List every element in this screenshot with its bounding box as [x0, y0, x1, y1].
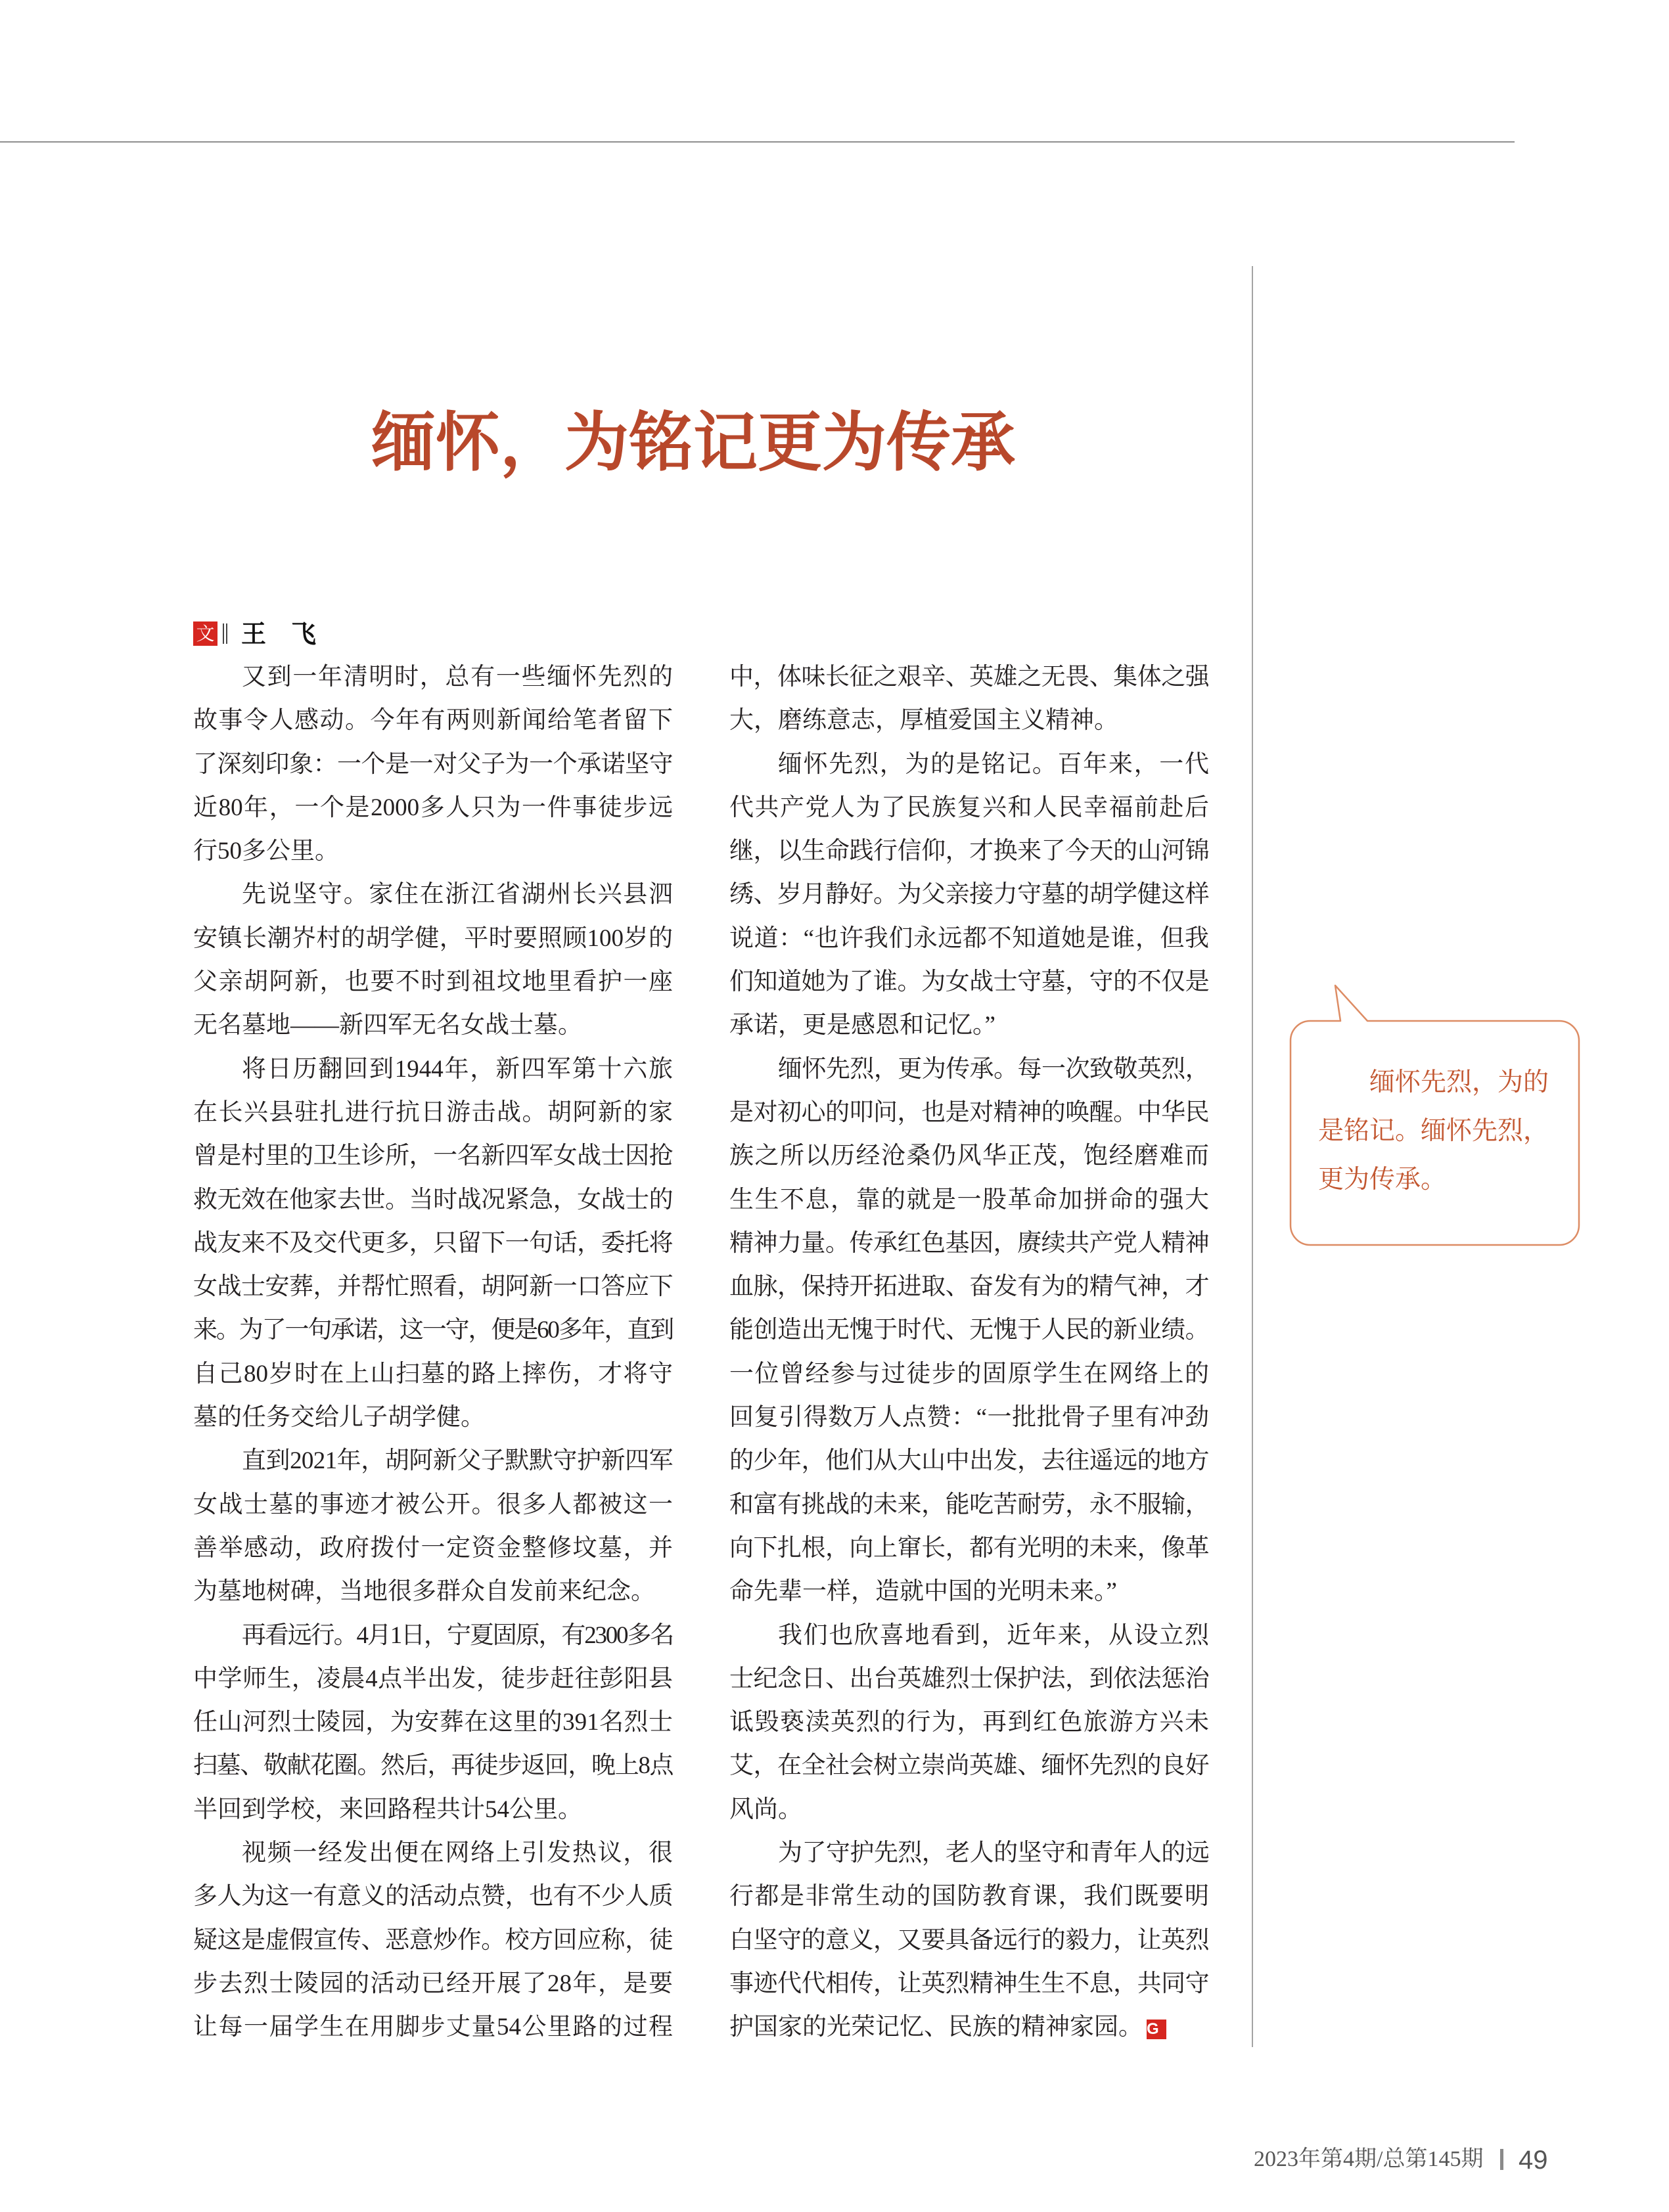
body-text: 的少年，他们从大山中出发，去往遥远的地方 [729, 1447, 1209, 1475]
body-text: 血脉，保持开拓进取、奋发有为的精气神，才 [729, 1273, 1209, 1301]
body-text: 先说坚守。家住在浙江省湖州长兴县泗 [242, 881, 673, 909]
body-text: 多人为这一有意义的活动点赞，也有不少人质 [193, 1883, 673, 1910]
body-text: 曾是村里的卫生诊所，一名新四军女战士因抢 [193, 1142, 673, 1170]
body-text-line [729, 1439, 1209, 1483]
body-text-line [729, 656, 1209, 699]
body-text-line [193, 1179, 673, 1222]
body-text-line [193, 656, 673, 699]
body-text: 继，以生命践行信仰，才换来了今天的山河锦 [729, 838, 1209, 865]
body-text-line [729, 1832, 1209, 1875]
body-text: 无名墓地——新四军无名女战士墓。 [193, 1012, 582, 1039]
body-text: 风尚。 [729, 1795, 802, 1823]
body-text-line [729, 1091, 1209, 1135]
body-text: 善举感动，政府拨付一定资金整修坟墓，并 [193, 1534, 673, 1562]
body-text: 缅怀先烈，更为传承。每一次致敬英烈， [778, 1055, 1209, 1083]
body-text: 女战士安葬，并帮忙照看，胡阿新一口答应下 [193, 1273, 673, 1301]
body-text: 是对初心的叩问，也是对精神的唤醒。中华民 [729, 1098, 1209, 1126]
body-text: 命先辈一样，造就中国的光明未来。” [729, 1578, 1117, 1606]
body-text-line [193, 873, 673, 916]
body-text-line [729, 1353, 1209, 1396]
body-text-line [729, 960, 1209, 1004]
body-text-line [193, 917, 673, 960]
body-text-line [729, 873, 1209, 916]
body-text-line [193, 1135, 673, 1178]
body-text: 故事令人感动。今年有两则新闻给笔者留下 [193, 707, 673, 734]
footer-issue-label: 2023年第4期/总第145期 [1254, 2147, 1484, 2171]
body-text: 战友来不及交代更多，只留下一句话，委托将 [193, 1229, 673, 1257]
body-text: 生生不息，靠的就是一股革命加拼命的强大 [729, 1186, 1209, 1213]
body-text-line [193, 1570, 673, 1614]
body-text: 说道：“也许我们永远都不知道她是谁，但我 [729, 924, 1209, 952]
body-text: 近80年，一个是2000多人只为一件事徒步远 [193, 794, 673, 821]
body-text: 父亲胡阿新，也要不时到祖坟地里看护一座 [193, 968, 673, 996]
body-text: 护国家的光荣记忆、民族的精神家园。 [729, 2014, 1143, 2041]
footer-separator-bar [1500, 2149, 1503, 2170]
body-text: 疑这是虚假宣传、恶意炒作。校方回应称，徒 [193, 1926, 673, 1954]
body-text: 承诺，更是感恩和记忆。” [729, 1012, 995, 1039]
body-text-line [193, 830, 673, 873]
body-text: 了深刻印象：一个是一对父子为一个承诺坚守 [193, 750, 673, 778]
body-text-line [729, 1658, 1209, 1701]
byline-label-badge: 文 [193, 621, 217, 646]
body-text: 安镇长潮岕村的胡学健，平时要照顾100岁的 [193, 924, 673, 952]
body-text-line [193, 1439, 673, 1483]
pull-quote-line: 更为传承。 [1318, 1165, 1447, 1194]
body-text-line [193, 1658, 673, 1701]
body-text: 能创造出无愧于时代、无愧于人民的新业绩。 [729, 1317, 1209, 1344]
body-text-line [729, 743, 1209, 786]
body-text-line [193, 1309, 673, 1352]
body-text: 来。为了一句承诺，这一守，便是60多年，直到 [193, 1317, 673, 1344]
pull-quote [1318, 1058, 1563, 1204]
body-text: 为了守护先烈，老人的坚守和青年人的远 [778, 1840, 1209, 1867]
body-text: 中学师生，凌晨4点半出发，徒步赶往彭阳县 [193, 1665, 673, 1692]
body-text: 们知道她为了谁。为女战士守墓，守的不仅是 [729, 968, 1209, 996]
body-text-line [729, 1875, 1209, 1918]
byline-separator [223, 623, 227, 644]
body-text: 缅怀先烈，为的是铭记。百年来，一代 [778, 750, 1209, 778]
body-text-line [193, 1004, 673, 1047]
body-text: 绣、岁月静好。为父亲接力守墓的胡学健这样 [729, 881, 1209, 909]
body-text: 行都是非常生动的国防教育课，我们既要明 [729, 1883, 1209, 1910]
body-text: 诋毁亵渎英烈的行为，再到红色旅游方兴未 [729, 1709, 1209, 1736]
pull-quote-line: 是铭记。缅怀先烈， [1318, 1116, 1549, 1146]
body-text: 代共产党人为了民族复兴和人民幸福前赴后 [729, 794, 1209, 821]
body-text: 步去烈士陵园的活动已经开展了28年，是要 [193, 1970, 673, 1997]
body-text: 直到2021年，胡阿新父子默默守护新四军 [242, 1447, 673, 1475]
body-text: 族之所以历经沧桑仍风华正茂，饱经磨难而 [729, 1142, 1209, 1170]
sidebar-divider-rule [1252, 266, 1253, 2047]
body-text-line [193, 1265, 673, 1309]
body-text-line [729, 1396, 1209, 1439]
body-text: 自己80岁时在上山扫墓的路上摔伤，才将守 [193, 1360, 673, 1388]
body-text-line [729, 1004, 1209, 1047]
body-text-line [193, 1701, 673, 1744]
body-text: 女战士墓的事迹才被公开。很多人都被这一 [193, 1491, 673, 1518]
pull-quote-line: 缅怀先烈，为的 [1369, 1068, 1549, 1097]
page-number: 49 [1519, 2146, 1548, 2175]
body-text-line [729, 1701, 1209, 1744]
body-text-line [729, 1222, 1209, 1265]
body-text: 艾，在全社会树立崇尚英雄、缅怀先烈的良好 [729, 1752, 1209, 1780]
body-text-line [729, 1788, 1209, 1832]
body-text-line [729, 1048, 1209, 1091]
body-text-line [729, 1179, 1209, 1222]
body-text: 中，体味长征之艰辛、英雄之无畏、集体之强 [729, 664, 1209, 690]
body-text: 将日历翻回到1944年，新四军第十六旅 [242, 1055, 673, 1083]
body-text: 向下扎根，向上窜长，都有光明的未来，像革 [729, 1534, 1209, 1562]
body-text-line [193, 1788, 673, 1832]
body-text: 救无效在他家去世。当时战况紧急，女战士的 [193, 1186, 673, 1213]
text-column-right [729, 656, 1209, 2050]
body-text-line [729, 1962, 1209, 2006]
byline [193, 621, 390, 646]
body-text-line [729, 1919, 1209, 1962]
body-text-line [193, 2006, 673, 2049]
body-text-line [729, 917, 1209, 960]
body-text-line [729, 830, 1209, 873]
body-text-line [729, 1570, 1209, 1614]
body-text-line [729, 699, 1209, 742]
article-title: 缅怀，为铭记更为传承 [371, 405, 1015, 480]
body-text-line [729, 1309, 1209, 1352]
body-text: 精神力量。传承红色基因，赓续共产党人精神 [729, 1229, 1209, 1257]
body-text: 回复引得数万人点赞：“一批批骨子里有冲劲 [729, 1404, 1209, 1432]
byline-author: 王 飞 [241, 620, 317, 648]
end-mark-logo: G [1147, 2020, 1166, 2039]
body-text-line [193, 699, 673, 742]
body-text-line [193, 1919, 673, 1962]
body-text-line [729, 786, 1209, 830]
body-text-line [193, 1614, 673, 1658]
body-text: 再看远行。4月1日，宁夏固原，有2300多名 [242, 1621, 673, 1649]
body-text-line [193, 1744, 673, 1788]
body-text: 扫墓、敬献花圈。然后，再徒步返回，晚上8点 [193, 1752, 673, 1780]
body-text: 在长兴县驻扎进行抗日游击战。胡阿新的家 [193, 1098, 673, 1126]
body-text-line [729, 1135, 1209, 1178]
body-text: 事迹代代相传，让英烈精神生生不息，共同守 [729, 1970, 1209, 1997]
body-text-line [193, 1483, 673, 1527]
body-text-line [193, 1396, 673, 1439]
body-text: 我们也欣喜地看到，近年来，从设立烈 [778, 1621, 1209, 1649]
body-text: 让每一届学生在用脚步丈量54公里路的过程 [193, 2014, 673, 2041]
body-text-line [193, 1832, 673, 1875]
body-text-line [729, 1744, 1209, 1788]
body-text-line [193, 786, 673, 830]
body-text-line [193, 1353, 673, 1396]
body-text: 又到一年清明时，总有一些缅怀先烈的 [242, 664, 673, 690]
body-text-line [193, 1962, 673, 2006]
body-text-line [729, 1265, 1209, 1309]
body-text-line [729, 1614, 1209, 1658]
body-text: 行50多公里。 [193, 838, 339, 865]
header-rule [0, 141, 1515, 143]
body-text: 视频一经发出便在网络上引发热议，很 [242, 1840, 673, 1867]
body-text-line [193, 1091, 673, 1135]
body-text: 墓的任务交给儿子胡学健。 [193, 1404, 485, 1432]
body-text: 士纪念日、出台英雄烈士保护法，到依法惩治 [729, 1665, 1209, 1692]
body-text-line [193, 1222, 673, 1265]
body-text-line [193, 1875, 673, 1918]
body-text-line [729, 2006, 1209, 2049]
body-text-line [193, 960, 673, 1004]
body-text: 半回到学校，来回路程共计54公里。 [193, 1795, 582, 1823]
body-text-line [729, 1483, 1209, 1527]
body-text: 白坚守的意义，又要具备远行的毅力，让英烈 [729, 1926, 1209, 1954]
body-text-line [193, 1527, 673, 1570]
body-text-line [193, 1048, 673, 1091]
body-text: 任山河烈士陵园，为安葬在这里的391名烈士 [193, 1709, 673, 1736]
body-text: 为墓地树碑，当地很多群众自发前来纪念。 [193, 1578, 655, 1606]
body-text: 一位曾经参与过徒步的固原学生在网络上的 [729, 1360, 1209, 1388]
text-column-left [193, 656, 673, 2050]
body-text: 大，磨练意志，厚植爱国主义精神。 [729, 707, 1118, 734]
body-text-line [193, 743, 673, 786]
body-text-line [729, 1527, 1209, 1570]
body-text: 和富有挑战的未来，能吃苦耐劳，永不服输， [729, 1491, 1209, 1518]
